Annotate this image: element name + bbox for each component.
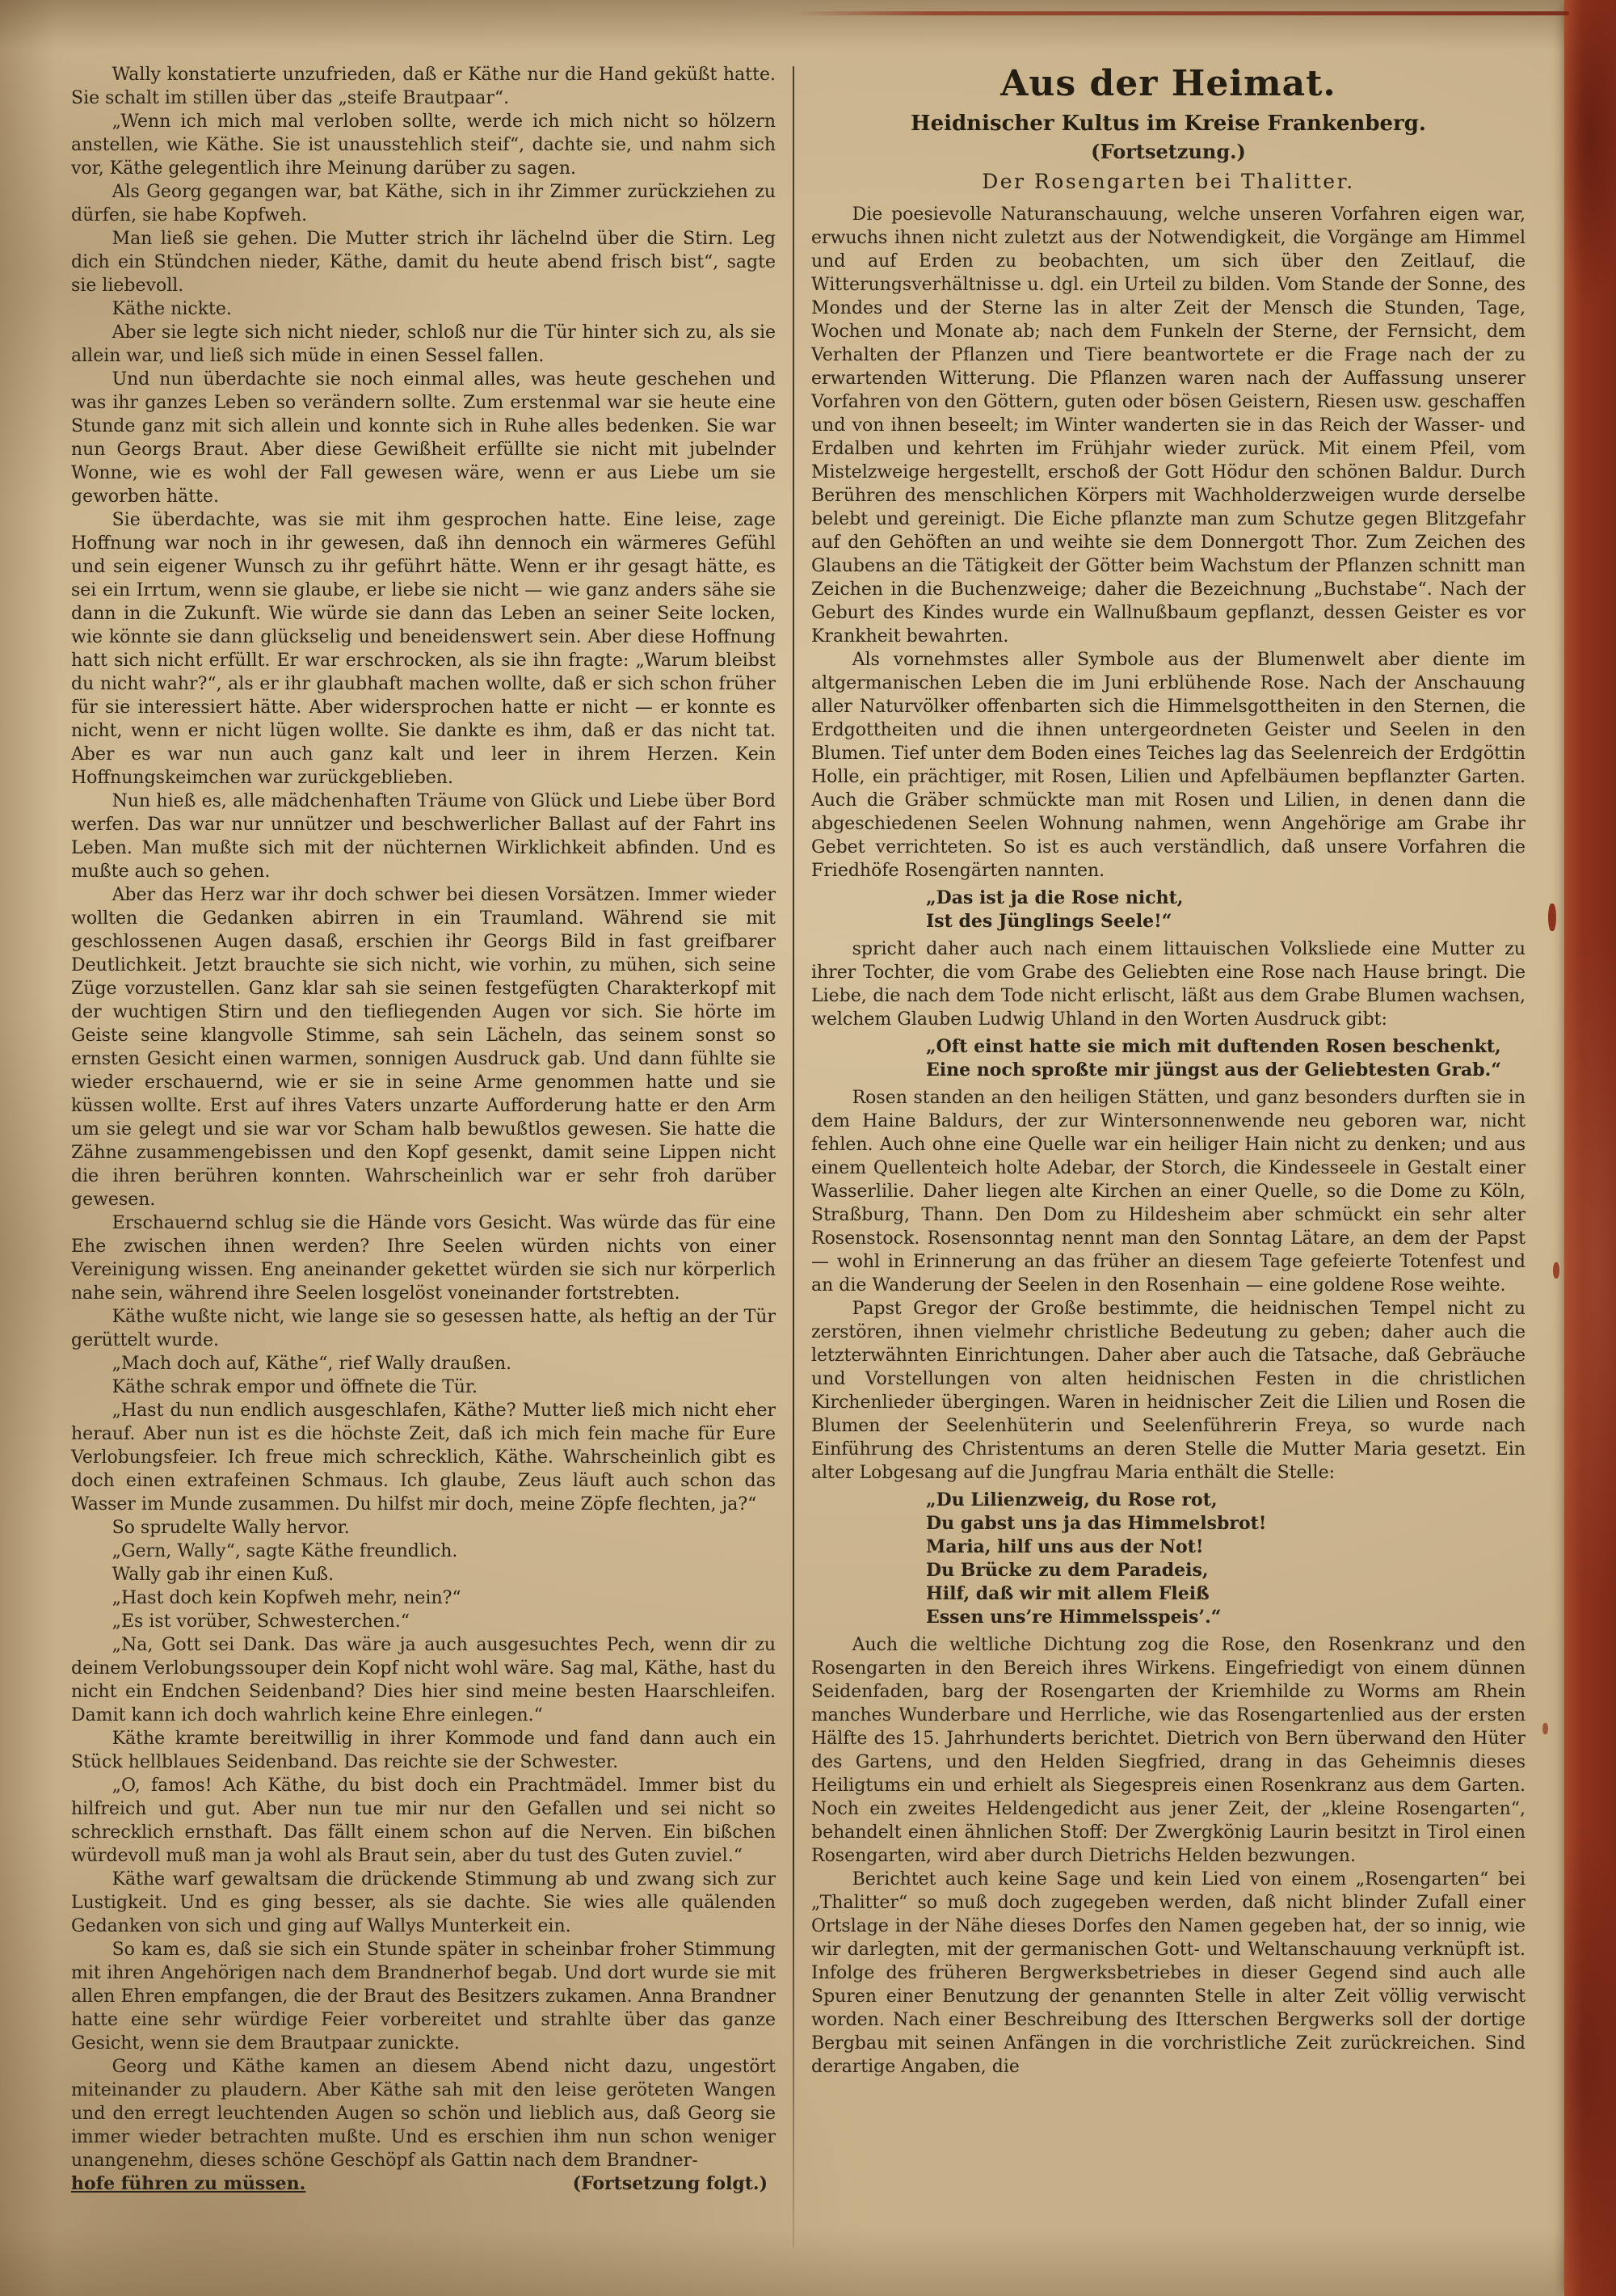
paragraph [71, 1211, 776, 1305]
paragraph [71, 1540, 776, 1563]
paragraph [71, 1586, 776, 1610]
text-line: „Hast doch kein Kopfweh mehr, nein?“ [112, 1588, 461, 1608]
text-line: „Oft einst hatte sie mich mit duftenden Rosen beschenkt, [926, 1036, 1501, 1057]
section-title: Aus der Heimat. [1000, 63, 1336, 104]
paragraph [71, 297, 776, 321]
paragraph [71, 368, 776, 508]
text-line: Auch die weltliche Dichtung zog die Rose, den Rosenkranz und den Rosengarten in den Bereich ihres Wirkens. Eingefriedigt von einem dünnen Seidenfaden, barg der Rosengarten der Kriemhilde zu Worms am Rhein manches Wunderbare und Herrliche, wie das Rosengartenlied aus der ersten Hälfte des 15. Jahrhunderts berichtet. Dietrich von Bern überwand den Hüter des Gartens, und den Helden Siegfried, drang in das Geheimnis dieses Heiligtums ein und erhielt als Siegespreis einen Rosenkranz aus dem Garten. Noch ein zweites Heldengedicht aus jener Zeit, der „kleine Rosengarten“, behandelt einen ähnlichen Stoff: Der Zwergkönig Laurin besitzt in Tirol einen Rosengarten, wird aber durch Dietrichs Helden bezwungen. [811, 1635, 1526, 1866]
right-column [811, 63, 1526, 2285]
text-line: „Wenn ich mich mal verloben sollte, werde ich mich nicht so hölzern anstellen, wie Käthe. Sie ist unausstehlich steif“, dachte sie, und nahm sich vor, Käthe gelegentlich ihre Meinung darüber zu sagen. [71, 112, 776, 179]
paragraph [71, 790, 776, 883]
text-line: Als vornehmstes aller Symbole aus der Blumenwelt aber diente im altgermanischen Leben die im Juni erblühende Rose. Nach der Anschauung aller Naturvölker offenbarten sich die Himmelsgottheiten in den Sternen, die Erdgottheiten und die ihnen untergeordneten Geister und Seelen in den Blumen. Tief unter dem Boden eines Teiches lag das Seelenreich der Erdgöttin Holle, ein prächtiger, mit Rosen, Lilien und Apfelbäumen bepflanzter Garten. Auch die Gräber schmückte man mit Rosen und Lilien, in denen dann die abgeschiedenen Seelen Wohnung nahmen, wenn Angehörige am Grabe ihr Gebet verrichteten. So ist es auch verständlich, daß unsere Vorfahren die Friedhöfe Rosengärten nannten. [811, 650, 1526, 881]
verse [926, 1035, 1526, 1082]
text-line: Ist des Jünglings Seele!“ [926, 911, 1172, 932]
text-line: Georg und Käthe kamen an diesem Abend nicht dazu, ungestört miteinander zu plaudern. Aber Käthe sah mit den leise geröteten Wangen und den erregt leuchtenden Augen so schön und lieblich aus, daß Georg sie immer wieder betrachten mußte. Und es erschien ihm nun schon weniger unangenehm, dieses schöne Geschöpf als Gattin nach dem Brandner- [71, 2057, 776, 2171]
article-text-flow [811, 203, 1526, 2079]
text-line: Käthe nickte. [112, 299, 232, 319]
book-edge [1564, 0, 1616, 2296]
text-line: Und nun überdachte sie noch einmal alles, was heute geschehen und was ihr ganzes Leben so verändern sollte. Zum erstenmal war sie heute eine Stunde ganz mit sich allein und konnte sich in Ruhe alles bedenken. Sie war nun Georgs Braut. Aber diese Gewißheit erfüllte sie nicht mit jubelnder Wonne, wie es wohl der Fall gewesen wäre, wenn er aus Liebe um sie geworben hätte. [71, 369, 776, 507]
text-line: Rosen standen an den heiligen Stätten, und ganz besonders durften sie in dem Haine Baldurs, der zur Wintersonnenwende neu geboren war, nicht fehlen. Auch ohne eine Quelle war ein heiliger Hain nicht zu denken; und aus einem Quellenteich holte Adebar, der Storch, die Kindesseele in Gestalt einer Wasserlilie. Daher liegen alte Kirchen an einer Quelle, so die Dome zu Köln, Straßburg, Thann. Den Dom zu Hildesheim aber schmückt ein sehr alter Rosenstock. Rosensonntag nennt man den Sonntag Lätare, an dem der Papst — wohl in Erinnerung an das früher an diesem Tage gefeierte Totenfest und an die Wanderung der Seelen in den Rosenhain — eine goldene Rose weihte. [811, 1088, 1526, 1295]
text-line: „Es ist vorüber, Schwesterchen.“ [112, 1611, 410, 1632]
verse [926, 887, 1526, 933]
text-line: Essen uns’re Himmelsspeis’.“ [926, 1607, 1222, 1628]
paragraph [71, 110, 776, 180]
verse [926, 1489, 1526, 1629]
text-line: „Mach doch auf, Käthe“, rief Wally draußen. [112, 1354, 512, 1374]
text-line: „O, famos! Ach Käthe, du bist doch ein Prachtmädel. Immer bist du hilfreich und gut. Aber nun tue mir nur den Gefallen und sei nicht so schrecklich ernsthaft. Das fällt einem schon auf die Nerven. Ein bißchen würdevoll muß man ja wohl als Braut sein, aber du tust des Guten zuviel.“ [71, 1776, 776, 1866]
text-line: Eine noch sproßte mir jüngst aus der Geliebtesten Grab.“ [926, 1060, 1501, 1081]
paragraph [71, 1610, 776, 1633]
text-line: Käthe kramte bereitwillig in ihrer Kommode und fand dann auch ein Stück hellblaues Seidenband. Das reichte sie der Schwester. [71, 1729, 776, 1772]
paragraph [811, 1633, 1526, 1868]
paragraph [71, 883, 776, 1211]
ink-mark [1542, 1723, 1548, 1734]
article-title: Heidnischer Kultus im Kreise Frankenberg. [911, 112, 1426, 136]
text-line: Erschauernd schlug sie die Hände vors Gesicht. Was würde das für eine Ehe zwischen ihnen werden? Ihre Seelen würden nichts von einer Vereinigung wissen. Eng aneinander gekettet würden sie sich nur körperlich nahe sein, während ihre Seelen losgelöst voneinander fortstrebten. [71, 1213, 776, 1304]
text-line: Maria, hilf uns aus der Not! [926, 1536, 1204, 1557]
text-line: Hilf, daß wir mit allem Fleiß [926, 1583, 1210, 1604]
text-line: spricht daher auch nach einem littauischen Volksliede eine Mutter zu ihrer Tochter, die vom Grabe des Geliebten eine Rose nach Hause bringt. Die Liebe, die nach dem Tode nicht erlischt, läßt aus dem Grabe Blumen wachsen, welchem Glauben Ludwig Uhland in den Worten Ausdruck gibt: [811, 939, 1526, 1030]
paragraph [811, 203, 1526, 648]
paragraph [811, 1868, 1526, 2079]
text-line: „Gern, Wally“, sagte Käthe freundlich. [112, 1541, 458, 1561]
paragraph [71, 1774, 776, 1868]
column-divider [793, 66, 794, 2248]
paragraph [71, 508, 776, 790]
text-line: Die poesievolle Naturanschauung, welche unseren Vorfahren eigen war, erwuchs ihnen nicht zuletzt aus der Notwendigkeit, die Vorgänge am Himmel und auf Erden zu beobachten, um sich über den Zeitlauf, die Witterungsverhältnisse u. dgl. ein Urteil zu bilden. Vom Stande der Sonne, des Mondes und der Sterne las in alter Zeit der Mensch die Stunden, Tage, Wochen und Monate ab; nach dem Funkeln der Sterne, der Fernsicht, dem Verhalten der Pflanzen und Tiere beantwortete er die Frage nach der zu erwartenden Witterung. Die Pflanzen waren nach der Auffassung unserer Vorfahren von den Göttern, guten oder bösen Geistern, Riesen usw. geschaffen und von ihnen beseelt; im Winter wanderten sie in das Reich der Wasser- und Erdalben und kehrten im Frühjahr wieder zurück. Mit einem Pfeil, vom Mistelzweige hergestellt, erschoß der Gott Hödur den schönen Baldur. Durch Berühren des menschlichen Körpers mit Wachholderzweigen wurde derselbe belebt und gereinigt. Die Eiche pflanzte man zum Schutze gegen Blitzgefahr auf den Gehöften an und weihte sie dem Donnergott Thor. Zum Zeichen des Glaubens an die Tätigkeit der Götter beim Wachstum der Pflanzen schnitt man Zeichen in die Buchenzweige; daher die Bezeichnung „Buchstabe“. Nach der Geburt des Kindes wurde ein Wallnußbaum gepflanzt, dessen Geister es vor Krankheit bewahrten. [811, 204, 1526, 647]
paragraph [71, 1516, 776, 1540]
paragraph [71, 1563, 776, 1586]
text-line: Käthe wußte nicht, wie lange sie so gesessen hatte, als heftig an der Tür gerüttelt wurde. [71, 1307, 776, 1350]
story-text-flow [71, 63, 776, 2196]
text-line: So kam es, daß sie sich ein Stunde später in scheinbar froher Stimmung mit ihren Angehörigen nach dem Brandnerhof begab. Und dort wurde sie mit allen Ehren empfangen, die der Braut des Besitzers zukamen. Anna Brandner hatte eine sehr würdige Feier vorbereitet und strahlte über das ganze Gesicht, wenn sie dem Brautpaar zunickte. [71, 1940, 776, 2054]
top-edge-red-line [792, 11, 1569, 15]
paragraph [811, 648, 1526, 883]
text-line: Papst Gregor der Große bestimmte, die heidnischen Tempel nicht zu zerstören, ihnen vielmehr christliche Bedeutung zu geben; daher auch die letzterwähnten Einrichtungen. Daher aber auch die Tatsache, daß Gebräuche und Vorstellungen von alten heidnischen Festen in die christlichen Kirchenlieder übergingen. Waren in heidnischer Zeit die Lilien und Rosen die Blumen der Seelenhüterin und Seelenführerin Freya, so wurde nach Einführung des Christentums an deren Stelle die Mutter Maria gesetzt. Ein alter Lobgesang auf die Jungfrau Maria enthält die Stelle: [811, 1299, 1526, 1483]
paragraph [71, 1305, 776, 1352]
text-line: Wally konstatierte unzufrieden, daß er Käthe nur die Hand geküßt hatte. Sie schalt im stillen über das „steife Brautpaar“. [71, 65, 776, 108]
text-line: Als Georg gegangen war, bat Käthe, sich in ihr Zimmer zurückziehen zu dürfen, sie habe Kopfweh. [71, 182, 776, 225]
text-line: „Du Lilienzweig, du Rose rot, [926, 1489, 1218, 1510]
paragraph [71, 1375, 776, 1399]
text-line: Sie überdachte, was sie mit ihm gesprochen hatte. Eine leise, zage Hoffnung war noch in ihr gewesen, daß ihn dennoch ein wärmeres Gefühl und sein eigener Wunsch zu ihr geführt hätte. Wenn er ihr gesagt hätte, es sei ein Irrtum, wenn sie glaube, er liebe sie nicht — wie ganz anders sähe sie dann in die Zukunft. Wie würde sie dann das Leben an seiner Seite locken, wie könnte sie dann glückselig und beneidenswert sein. Aber diese Hoffnung hatt sich nicht erfüllt. Er war erschrocken, als sie ihn fragte: „Warum bleibst du nicht wahr?“, als er ihr glaubhaft machen wollte, daß er sich schon früher für sie interessiert hätte. Aber widersprochen hatte er nicht — er konnte es nicht, wenn er nicht lügen wollte. Sie dankte es ihm, daß er das nicht tat. Aber es war nun auch ganz kalt und leer in ihrem Herzen. Kein Hoffnungskeimchen war zurückgeblieben. [71, 510, 776, 788]
chapter-heading: Der Rosengarten bei Thalitter. [982, 170, 1355, 193]
paragraph [71, 1868, 776, 1938]
paragraph [71, 1727, 776, 1774]
ink-mark [1553, 1262, 1559, 1279]
paragraph [71, 2055, 776, 2172]
text-line: Aber sie legte sich nicht nieder, schloß nur die Tür hinter sich zu, als sie allein war, und ließ sich müde in einen Sessel fallen. [71, 322, 776, 366]
text-line: (Fortsetzung folgt.) [572, 2173, 768, 2194]
text-line: Aber das Herz war ihr doch schwer bei diesen Vorsätzen. Immer wieder wollten die Gedanken abirren in ein Traumland. Während sie mit geschlossenen Augen dasaß, erschien ihr Georgs Bild in fast greifbarer Deutlichkeit. Jetzt brauchte sie sich nicht, wie vorhin, zu mühen, sich seine Züge vorzustellen. Ganz klar sah sie seinen festgefügten Charakterkopf mit der wuchtigen Stirn und den tiefliegenden Augen vor sich. Sie hörte im Geiste seine klangvolle Stimme, sah sein Lächeln, das seinem sonst so ernsten Gesicht einen warmen, sonnigen Ausdruck gab. Und dann fühlte sie wieder erschauernd, wie er sie in seine Arme genommen hatte und sie küssen wollte. Erst auf ihres Vaters unzarte Aufforderung hatte er den Arm um sie gelegt und sie war vor Scham halb bewußtlos gewesen. Sie hatte die Zähne zusammengebissen und den Kopf gesenkt, damit seine Lippen nicht die ihren berühren konnten. Wahrscheinlich war er sehr froh darüber gewesen. [71, 885, 776, 1210]
paragraph [71, 1938, 776, 2055]
paragraph [71, 1399, 776, 1516]
paragraph [71, 1352, 776, 1375]
paragraph [71, 63, 776, 110]
text-line: So sprudelte Wally hervor. [112, 1518, 350, 1538]
paragraph [71, 1633, 776, 1727]
text-line: „Na, Gott sei Dank. Das wäre ja auch ausgesuchtes Pech, wenn dir zu deinem Verlobungssouper dein Kopf nicht wohl wäre. Sag mal, Käthe, hast du nicht ein Endchen Seidenband? Dies hier sind meine besten Haarschleifen. Damit kann ich doch wahrlich keine Ehre einlegen.“ [71, 1635, 776, 1725]
text-line: Berichtet auch keine Sage und kein Lied von einem „Rosengarten“ bei „Thalitter“ so muß doch zugegeben werden, daß nicht blinder Zufall einer Ortslage in der Nähe dieses Dorfes den Namen gegeben hat, der so innig, wie wir darlegten, mit der germanischen Gott- und Weltanschauung verknüpft ist. Infolge des früheren Bergwerksbetriebes in dieser Gegend sind auch alle Spuren einer Benutzung der genannten Stelle in alter Zeit völlig verwischt worden. Nach einer Beschreibung des Itterschen Bergwerks soll der dortige Bergbau mit seinen Anfängen in die vorchristliche Zeit zurückreichen. Sind derartige Angaben, die [811, 1869, 1526, 2077]
paragraph [811, 1297, 1526, 1485]
paragraph [811, 937, 1526, 1031]
paragraph [811, 1086, 1526, 1297]
text-line: „Hast du nun endlich ausgeschlafen, Käthe? Mutter ließ mich nicht eher herauf. Aber nun ist es die höchste Zeit, daß ich mich fein mache für Eure Verlobungsfeier. Ich freue mich schrecklich, Käthe. Wahrscheinlich gibt es doch einen extrafeinen Schmaus. Ich glaube, Zeus läuft auch schon das Wasser im Munde zusammen. Du hilfst mir doch, meine Zöpfe flechten, ja?“ [71, 1401, 776, 1515]
paragraph [71, 227, 776, 297]
text-line: Käthe warf gewaltsam die drückende Stimmung ab und zwang sich zur Lustigkeit. Und es ging besser, als sie dachte. Sie wies alle quälenden Gedanken von sich und ging auf Wallys Munterkeit ein. [71, 1869, 776, 1936]
text-line: Käthe schrak empor und öffnete die Tür. [112, 1377, 478, 1397]
footer-row [71, 2172, 776, 2196]
left-column [71, 63, 776, 2285]
text-line: Wally gab ihr einen Kuß. [112, 1565, 335, 1585]
text-line: Du Brücke zu dem Paradeis, [926, 1560, 1209, 1581]
ink-mark [1548, 904, 1556, 931]
page-columns [71, 63, 1526, 2285]
text-line: Nun hieß es, alle mädchenhaften Träume von Glück und Liebe über Bord werfen. Das war nur unnützer und beschwerlicher Ballast auf der Fahrt ins Leben. Man mußte sich mit der nüchternen Wirklichkeit abfinden. Und es mußte auch so gehen. [71, 791, 776, 882]
continuation-note: (Fortsetzung.) [1091, 140, 1246, 163]
text-line: Du gabst uns ja das Himmelsbrot! [926, 1513, 1267, 1534]
text-line: Man ließ sie gehen. Die Mutter strich ihr lächelnd über die Stirn. Leg dich ein Stündchen nieder, Käthe, damit du heute abend frisch bist“, sagte sie liebevoll. [71, 229, 776, 296]
text-line: hofe führen zu müssen. [71, 2173, 306, 2194]
paragraph [71, 180, 776, 227]
paragraph [71, 321, 776, 368]
text-line: „Das ist ja die Rose nicht, [926, 887, 1184, 908]
